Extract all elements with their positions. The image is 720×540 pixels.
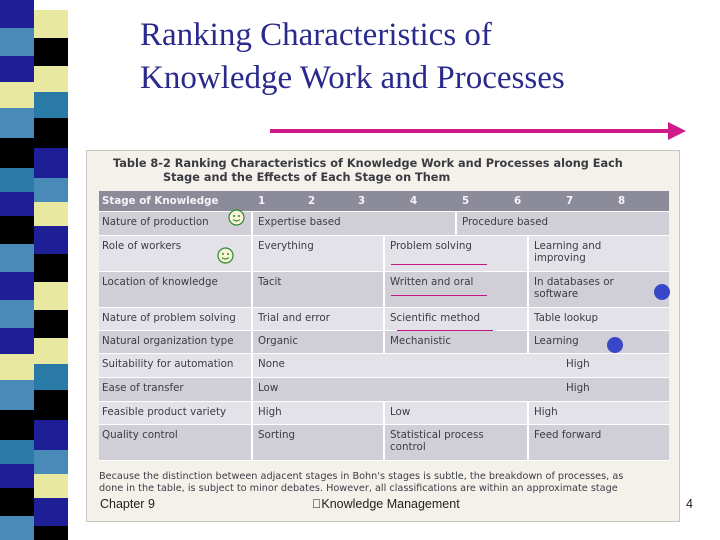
table-row bbox=[99, 236, 669, 272]
stage-5: 5 bbox=[462, 195, 470, 207]
stripe-block bbox=[34, 148, 68, 178]
stripe-block bbox=[34, 498, 68, 526]
cell: High bbox=[258, 406, 282, 418]
stripe-block bbox=[34, 10, 68, 38]
right-arrow-icon bbox=[270, 122, 686, 140]
table-title-line-1: Table 8-2 Ranking Characteristics of Knowledge Work and Processes along Each bbox=[113, 157, 623, 170]
stripe-block bbox=[0, 516, 34, 540]
cell: Problem solving bbox=[390, 240, 472, 252]
stripe-block bbox=[34, 526, 68, 540]
table-header-row bbox=[99, 191, 669, 212]
cell: Sorting bbox=[258, 429, 296, 441]
stripe-block bbox=[0, 192, 34, 216]
smiley-icon bbox=[217, 247, 234, 264]
stripe-block bbox=[0, 82, 34, 108]
stripe-block bbox=[34, 254, 68, 282]
table-row bbox=[99, 331, 669, 354]
cell-multiline bbox=[531, 236, 604, 271]
row-label: Suitability for automation bbox=[102, 358, 234, 370]
cell: Procedure based bbox=[462, 216, 549, 228]
cell-line: In databases or bbox=[534, 276, 614, 288]
stripe-block bbox=[0, 108, 34, 138]
decorative-stripe bbox=[0, 0, 68, 540]
table-row bbox=[99, 212, 669, 236]
table-row bbox=[99, 308, 669, 331]
stripe-block bbox=[0, 168, 34, 192]
title-line-2: Knowledge Work and Processes bbox=[140, 60, 565, 96]
footer-page-number: 4 bbox=[686, 497, 693, 511]
slide-title bbox=[140, 14, 700, 100]
blue-dot-marker bbox=[654, 284, 670, 300]
cell: Written and oral bbox=[390, 276, 474, 288]
stripe-block bbox=[34, 364, 68, 390]
footer-chapter: Chapter 9 bbox=[100, 497, 155, 511]
table-footnote bbox=[99, 471, 659, 495]
cell: High bbox=[566, 358, 590, 370]
stripe-block bbox=[0, 244, 34, 272]
cell: Low bbox=[258, 382, 279, 394]
stripe-block bbox=[0, 464, 34, 488]
stripe-block bbox=[34, 310, 68, 338]
stage-4: 4 bbox=[410, 195, 418, 207]
smiley-icon bbox=[228, 209, 245, 226]
stripe-block bbox=[34, 338, 68, 364]
stage-7: 7 bbox=[566, 195, 574, 207]
stripe-block bbox=[0, 380, 34, 410]
table-row bbox=[99, 425, 669, 461]
cell: Everything bbox=[258, 240, 314, 252]
row-label: Nature of production bbox=[102, 216, 209, 228]
row-label: Natural organization type bbox=[102, 335, 234, 347]
stripe-block bbox=[0, 328, 34, 354]
row-label: Nature of problem solving bbox=[102, 312, 236, 324]
stripe-block bbox=[0, 300, 34, 328]
cell: Low bbox=[390, 406, 411, 418]
stage-8: 8 bbox=[618, 195, 626, 207]
stripe-block bbox=[34, 38, 68, 66]
annotation-underline bbox=[391, 264, 487, 265]
row-label: Quality control bbox=[102, 429, 178, 441]
cell-multiline bbox=[387, 425, 487, 460]
stripe-block bbox=[34, 202, 68, 226]
row-label: Feasible product variety bbox=[102, 406, 227, 418]
cell: High bbox=[534, 406, 558, 418]
table-title-line-2: Stage and the Effects of Each Stage on Them bbox=[163, 171, 451, 184]
annotation-underline bbox=[391, 295, 487, 296]
cell-line: Learning and bbox=[534, 240, 602, 252]
stripe-block bbox=[34, 420, 68, 450]
stage-1: 1 bbox=[258, 195, 266, 207]
cell-line: control bbox=[390, 441, 426, 453]
cell-line: Statistical process bbox=[390, 429, 484, 441]
stripe-block bbox=[34, 450, 68, 474]
stripe-block bbox=[0, 272, 34, 300]
footer-title:  Knowledge Management bbox=[312, 497, 460, 511]
footnote-line-1: Because the distinction between adjacent stages in Bohn's stages is subtle, the breakdown of processes, as bbox=[99, 471, 624, 482]
stripe-block bbox=[34, 92, 68, 118]
cell: Expertise based bbox=[258, 216, 341, 228]
cell: None bbox=[258, 358, 285, 370]
cell: Learning bbox=[534, 335, 579, 347]
stripe-block bbox=[0, 410, 34, 440]
cell: Organic bbox=[258, 335, 299, 347]
row-label: Role of workers bbox=[102, 240, 182, 252]
stage-3: 3 bbox=[358, 195, 366, 207]
table-row bbox=[99, 272, 669, 308]
blue-dot-marker bbox=[607, 337, 623, 353]
stage-6: 6 bbox=[514, 195, 522, 207]
cell: Trial and error bbox=[258, 312, 330, 324]
stripe-block bbox=[0, 440, 34, 464]
cell-line: improving bbox=[534, 252, 586, 264]
row-label: Location of knowledge bbox=[102, 276, 218, 288]
table-title bbox=[113, 157, 673, 185]
stripe-block bbox=[0, 28, 34, 56]
table-row bbox=[99, 402, 669, 425]
cell: Tacit bbox=[258, 276, 282, 288]
header-label: Stage of Knowledge bbox=[102, 195, 219, 207]
stripe-block bbox=[0, 56, 34, 82]
cell: Feed forward bbox=[534, 429, 602, 441]
cell: Table lookup bbox=[534, 312, 599, 324]
stripe-block bbox=[34, 474, 68, 498]
row-label: Ease of transfer bbox=[102, 382, 184, 394]
table-row bbox=[99, 354, 669, 378]
cell: Mechanistic bbox=[390, 335, 452, 347]
cell-line: software bbox=[534, 288, 579, 300]
cell: High bbox=[566, 382, 590, 394]
footnote-line-2: done in the table, is subject to minor debates. However, all classifications are within an approximate stage bbox=[99, 483, 618, 494]
cell: Scientific method bbox=[390, 312, 481, 324]
title-line-1: Ranking Characteristics of bbox=[140, 17, 492, 53]
stripe-block bbox=[34, 226, 68, 254]
table-row bbox=[99, 378, 669, 402]
table-image bbox=[86, 150, 680, 522]
stripe-block bbox=[34, 66, 68, 92]
stripe-block bbox=[0, 138, 34, 168]
stripe-block bbox=[34, 178, 68, 202]
stripe-block bbox=[0, 354, 34, 380]
stripe-block bbox=[0, 0, 34, 28]
stripe-block bbox=[34, 282, 68, 310]
stripe-block bbox=[0, 216, 34, 244]
stage-2: 2 bbox=[308, 195, 316, 207]
stripe-block bbox=[34, 390, 68, 420]
cell-multiline bbox=[531, 272, 617, 307]
stripe-block bbox=[0, 488, 34, 516]
stripe-block bbox=[34, 118, 68, 148]
annotation-underline bbox=[397, 330, 493, 331]
